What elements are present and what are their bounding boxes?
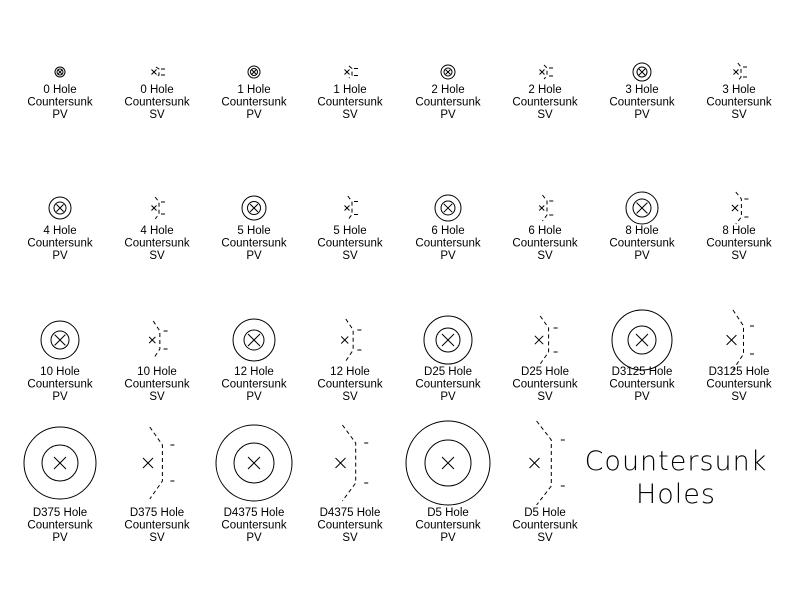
symbol-view-label: SV [342,532,358,544]
symbol-size-label: 3 Hole [722,84,756,96]
symbol-view-label: SV [342,109,358,121]
symbol-type-label: Countersunk [512,378,578,391]
symbol-type-label: Countersunk [221,237,287,250]
symbol-view-label: PV [52,532,68,544]
symbol-view-label: PV [634,109,650,121]
symbol-type-label: Countersunk [124,378,190,391]
symbol-size-label: 4 Hole [43,225,77,237]
symbol-type-label: Countersunk [512,96,578,109]
symbol-type-label: Countersunk [415,237,481,250]
symbol-view-label: SV [149,391,165,403]
symbol-type-label: Countersunk [221,378,287,391]
symbol-size-label: D3125 Hole [611,366,673,378]
symbol-view-label: PV [52,391,68,403]
symbol-view-label: PV [440,532,456,544]
symbol-size-label: 10 Hole [40,366,80,378]
symbol-size-label: 5 Hole [333,225,367,237]
symbol-view-label: SV [149,250,165,262]
symbol-view-label: PV [440,109,456,121]
symbol-view-label: SV [731,109,747,121]
symbol-size-label: 2 Hole [528,84,562,96]
symbol-size-label: 6 Hole [528,225,562,237]
symbol-view-label: SV [342,391,358,403]
symbol-type-label: Countersunk [27,96,93,109]
symbol-size-label: D375 Hole [32,507,88,519]
symbol-type-label: Countersunk [609,237,675,250]
symbol-type-label: Countersunk [415,96,481,109]
symbol-size-label: 5 Hole [237,225,271,237]
symbol-view-label: SV [537,109,553,121]
symbol-type-label: Countersunk [124,519,190,532]
symbol-view-label: PV [52,109,68,121]
symbol-size-label: D375 Hole [129,507,185,519]
symbol-view-label: PV [246,532,262,544]
symbol-size-label: 3 Hole [625,84,659,96]
symbol-type-label: Countersunk [221,96,287,109]
symbol-view-label: SV [342,250,358,262]
symbol-type-label: Countersunk [27,237,93,250]
symbol-type-label: Countersunk [706,237,772,250]
title-line-2: Holes [635,479,717,510]
symbol-size-label: 1 Hole [333,84,367,96]
symbol-size-label: D3125 Hole [708,366,770,378]
symbol-size-label: 4 Hole [140,225,174,237]
symbol-view-label: PV [246,250,262,262]
symbol-type-label: Countersunk [27,519,93,532]
symbol-view-label: PV [634,250,650,262]
symbol-type-label: Countersunk [27,378,93,391]
symbol-size-label: 8 Hole [625,225,659,237]
symbol-type-label: Countersunk [317,237,383,250]
symbol-size-label: 8 Hole [722,225,756,237]
symbol-type-label: Countersunk [415,519,481,532]
symbol-view-label: PV [440,391,456,403]
symbol-view-label: PV [246,391,262,403]
symbol-view-label: SV [149,109,165,121]
symbol-view-label: PV [634,391,650,403]
symbol-type-label: Countersunk [609,378,675,391]
symbol-type-label: Countersunk [317,378,383,391]
symbol-size-label: D25 Hole [424,366,472,378]
symbol-size-label: D4375 Hole [319,507,381,519]
symbol-view-label: SV [731,250,747,262]
symbol-size-label: D25 Hole [521,366,569,378]
symbol-type-label: Countersunk [124,96,190,109]
symbol-type-label: Countersunk [706,378,772,391]
symbol-type-label: Countersunk [124,237,190,250]
symbol-view-label: PV [246,109,262,121]
symbol-size-label: 12 Hole [234,366,274,378]
title-line-1: Countersunk [584,446,768,477]
symbol-view-label: SV [537,532,553,544]
symbol-type-label: Countersunk [415,378,481,391]
symbol-type-label: Countersunk [706,96,772,109]
symbol-size-label: 0 Hole [140,84,174,96]
symbol-type-label: Countersunk [512,519,578,532]
symbol-type-label: Countersunk [317,96,383,109]
symbol-view-label: SV [537,250,553,262]
symbol-size-label: 6 Hole [431,225,465,237]
symbol-size-label: 0 Hole [43,84,77,96]
symbol-type-label: Countersunk [609,96,675,109]
symbol-view-label: SV [149,532,165,544]
symbol-size-label: D4375 Hole [223,507,285,519]
symbol-size-label: D5 Hole [427,507,469,519]
symbol-size-label: D5 Hole [524,507,566,519]
symbol-size-label: 12 Hole [330,366,370,378]
symbol-type-label: Countersunk [317,519,383,532]
symbol-size-label: 1 Hole [237,84,271,96]
symbol-size-label: 2 Hole [431,84,465,96]
plan-view-icon [55,67,65,77]
symbol-view-label: PV [440,250,456,262]
symbol-type-label: Countersunk [221,519,287,532]
symbol-view-label: SV [537,391,553,403]
symbol-type-label: Countersunk [512,237,578,250]
symbol-size-label: 10 Hole [137,366,177,378]
symbol-view-label: PV [52,250,68,262]
symbol-view-label: SV [731,391,747,403]
